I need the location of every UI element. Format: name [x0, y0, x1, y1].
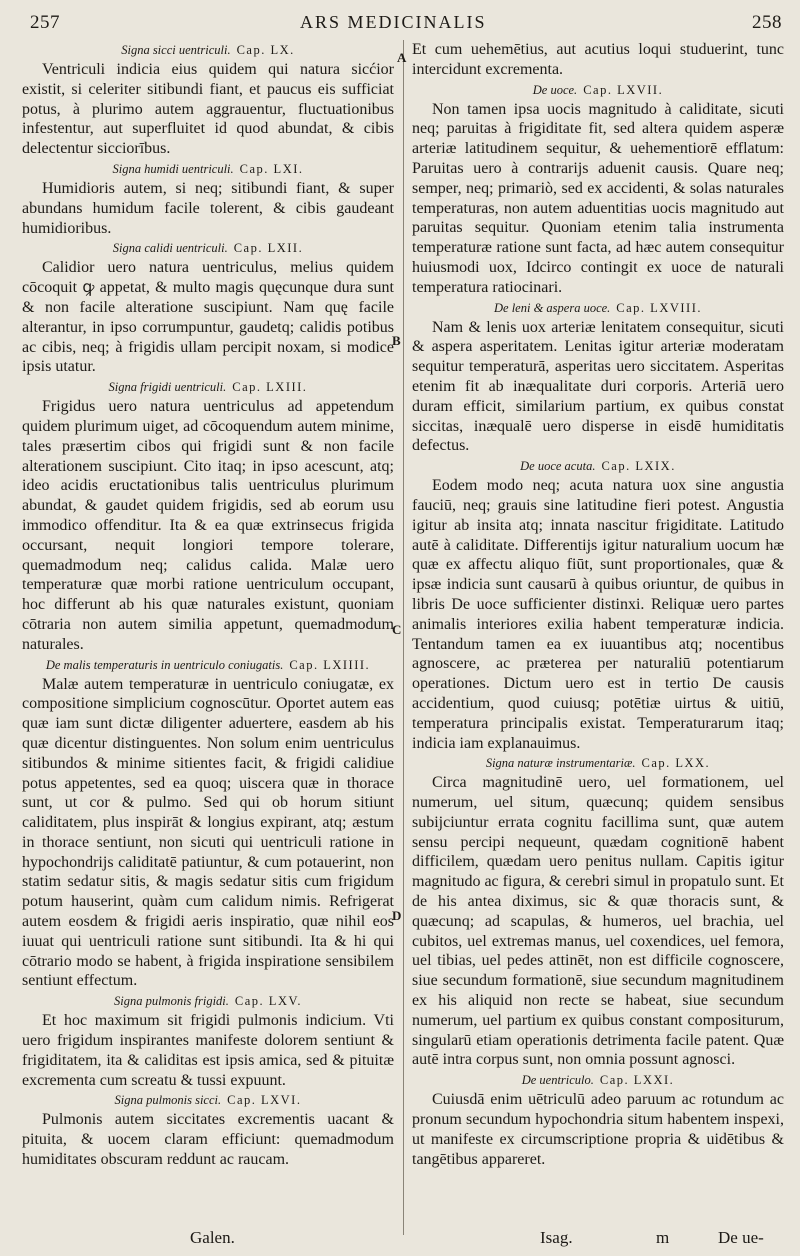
margin-letter-c: C [392, 622, 402, 637]
chapter-title: De uoce acuta. [520, 459, 596, 474]
chapter-title: Signa humidi uentriculi. [112, 161, 234, 176]
chapter-text: Circa magnitudinē uero, uel formationem, uel numerum, uel situm, quæcunq; quidem sensibus subijciuntur errata cognitu facillima sunt, quæ autem sensu percipi nequeunt, quædam cognitionē habent difficilem, quædam uero penitus nullam. Capitis igitur magnitudo ac figura, & cerebri simul in propatulo sunt. Et de his antea diximus, sic & quæ thoracis sunt, & quæcunq; ad scapulas, & humeros, uel brachia, uel cubitos, uel extremas manus, uel coxendices, uel femora, uel tibias, uel pedes attinēt, non est difficile cognoscere, siue secundum formationē, siue secundum magnitudinem ex his aliquid non recte se habeat, siue secundum numerum, uel partium ex quibus constant compositurum, singularū etiam operationis detrimenta facile patent. Quæ autē intra corpus sunt, non omnia possunt agnosci. [412, 774, 784, 1069]
chapter-text: Frigidus uero natura uentriculus ad appetendum quidem plurimum uiget, ad cōcoquendum autem minime, tales præsertim cibos qui frigidi sunt & non facile alterationem suscipiunt. Cito itaq; in ipso acescunt, atq; ideo acidis eructationibus talis uentriculus plurimum abundat, & gaudet quidem frigidis, sed ab eorum usu immodico offenditur. Ita & ea quæ extrinsecus frigida occursant, nequit longiori tempore tolerare, quemadmodum neq; calidus calida. Malæ uero temperaturæ quæ morbi ratione uentriculum occupant, hoc differunt ab his quæ naturales existunt, quoniam cōtraria non autem similia appetunt, quemadmodum naturales. [22, 398, 394, 653]
chapter-text: Eodem modo neq; acuta natura uox sine angustia fauciū, neq; grauis sine latitudine fieri potest. Angustia igitur ab insita atq; innata nascitur frigiditate. Latitudo autē à caliditate. Differentijs igitur naturalium uocum hæ quæ ex affectu aliquo fiūt, sunt proportionales, quæ & ipsæ indicia sunt causarū à quibus oriuntur, de quibus in libris De uoce sufficienter distinxi. Reliquæ uero partes animalis interiores exilia habent temperaturæ indicia. Tentandum tamen ea ex iuuantibus atq; nocentibus agnoscere, ac præterea per naturaliū potentiarum operationes. Dictum uero est in tertio De causis accidentium, quod cuiusq; potētiæ uirtus & uitiū, temperatura principalis existat. Temperaturarum itaq; indicia iam explanauimus. [412, 477, 784, 752]
chapter-number: Cap. LXVIII. [616, 300, 702, 315]
chapter-heading [412, 753, 784, 773]
chapter-text: Et hoc maximum sit frigidi pulmonis indicium. Vti uero frigidum inspirantes manifeste dolorem sentiunt & frigiditatem, ita & caliditas est ipsis amica, sed & pituitæ excrementa cum screatu & tussi expuunt. [22, 1012, 394, 1089]
chapter-section [412, 753, 784, 1070]
chapter-heading [22, 159, 394, 179]
chapter-text: Malæ autem temperaturæ in uentriculo coniugatæ, ex compositione simplicium cognoscūtur. Oportet autem eas quæ iam sunt dictæ diligenter aduertere, easdem ab his quæ dicentur distinguentes. Non solum enim uentriculus sitibundos & minime sitientes facit, & frigidi calidiue potus appetentes, sed ea quoq; uiscera quæ in thorace sunt, ut cor & pulmo. Sed qui ob horum sitiunt caliditatem, plus inspirāt & longius expirant, atq; æstum in thorace sentiunt, non sicuti qui uentriculi ratione in hypochondrijs caliditatē patiuntur, & cum potauerint, non statim sedatur sitis, & magis sedatur sitis cum frigidum potum hauserint, quàm cum calidum nimis. Refrigerat autem eosdem & frigidi aeris inspiratio, quæ nihil eos iuuat qui uentriculi ratione sunt sitibundi. Ita & hi qui cōtrario modo se habent, à frigida inspiratione sensibilem sentiunt effectum. [22, 675, 394, 990]
chapter-section [412, 298, 784, 457]
footer-gathering-letter: m [656, 1228, 670, 1247]
chapter-heading [412, 456, 784, 476]
chapter-title: Signa sicci uentriculi. [121, 43, 231, 57]
chapter-heading [22, 991, 394, 1011]
chapter-section [412, 80, 784, 298]
chapter-text: Calidior uero natura uentriculus, melius quidem cōcoquit ꝙ appetat, & multo magis quęcunque dura sunt & non facile alteratione suscipiunt. Nam quę facile alterantur, in ipso corrumpuntur, gaudetq; calidis potibus ac cibis, neq; à frigidis ullam percipit noxam, si modice ipsis utatur. [22, 259, 394, 376]
chapter-number: Cap. LXI. [239, 161, 304, 176]
chapter-title: De malis temperaturis in uentriculo coniugatis. [45, 657, 284, 672]
chapter-text: Cuiusdā enim uētriculū adeo paruum ac rotundum ac pronum secundum hypochondria situm habentem inspexi, ut manifeste ex circumscriptione propria & uidētibus & tangētibus appareret. [412, 1091, 784, 1168]
chapter-section [22, 655, 394, 992]
chapter-text: Non tamen ipsa uocis magnitudo à caliditate, sicuti neq; paruitas à frigiditate fit, sed altera quidem asperæ arteriæ latitudinem sequitur, & uehementiorē efflatum: Paruitas uero à contrarijs aduenit causis. Quare neq; semper, neq; primariò, sed ex accidenti, & solas naturales temperaturas, non autem aduentitias uocis magnitudo aut paruitas sequitur. Quoniam etenim talia instrumenta temperaturæ ratione sunt facta, ad hæc autem consequitur huiusmodi uox, Idcirco contingit ex uoce de naturali temperatura ratiocinari. [412, 100, 784, 296]
chapter-title: Signa pulmonis frigidi. [113, 994, 229, 1009]
footer-catchword: De ue- [718, 1228, 764, 1247]
chapter-text: Ventriculi indicia eius quidem qui natura sicćior existit, si celeriter sitibundi fiant, et paucus eis sufficiat potus, à plurimo autem aggrauentur, fluctuationibus infestentur, aut superfluitet id quod abundat, & cibis delectentur sicciorībus. [22, 61, 394, 158]
chapter-title: De uentriculo. [521, 1073, 594, 1088]
left-column [22, 40, 394, 1230]
chapter-number: Cap. LXIIII. [289, 657, 371, 672]
chapter-title: De uoce. [532, 82, 578, 97]
chapter-title: Signa naturæ instrumentariæ. [485, 756, 636, 771]
footer-author: Galen. [190, 1228, 235, 1247]
page-number-left: 257 [30, 12, 60, 33]
chapter-section [22, 377, 394, 654]
chapter-number: Cap. LX. [236, 43, 295, 57]
chapter-section [22, 40, 394, 159]
chapter-section [412, 1070, 784, 1169]
chapter-title: Signa pulmonis sicci. [114, 1093, 222, 1108]
chapter-number: Cap. LXIII. [232, 380, 308, 395]
chapter-number: Cap. LXX. [641, 756, 711, 771]
chapter-number: Cap. LXVII. [583, 82, 664, 97]
chapter-section [22, 991, 394, 1090]
running-title: ARS MEDICINALIS [300, 12, 487, 32]
footer-signature: Isag. [540, 1228, 573, 1247]
margin-letter-a: A [397, 50, 407, 65]
column-divider [403, 40, 404, 1235]
chapter-heading [22, 40, 394, 60]
page-header [0, 0, 800, 40]
chapter-title: De leni & aspera uoce. [494, 300, 611, 315]
chapter-number: Cap. LXXI. [599, 1073, 675, 1088]
chapter-heading [412, 298, 784, 318]
chapter-number: Cap. LXII. [233, 241, 304, 256]
chapter-section [22, 159, 394, 238]
chapter-title: Signa frigidi uentriculi. [108, 380, 227, 395]
chapter-heading [22, 238, 394, 258]
chapter-heading [412, 1070, 784, 1090]
chapter-text: Pulmonis autem siccitates excrementis uacant & pituita, & uocem claram efficiunt: quemadmodum humiditates obscuram reddunt ac raucam. [22, 1111, 394, 1169]
right-column [412, 40, 784, 1230]
page-footer [0, 1222, 800, 1252]
chapter-heading [22, 377, 394, 397]
margin-letter-d: D [392, 908, 402, 923]
margin-letter-b: B [392, 333, 401, 348]
chapter-heading [412, 80, 784, 100]
chapter-heading [22, 655, 394, 675]
chapter-title: Signa calidi uentriculi. [112, 241, 228, 256]
chapter-text: Et cum uehemētius, aut acutius loqui studuerint, tunc intercidunt excrementa. [412, 41, 784, 78]
chapter-section [22, 238, 394, 377]
chapter-number: Cap. LXIX. [601, 459, 676, 474]
chapter-text: Nam & lenis uox arteriæ lenitatem consequitur, sicuti & aspera asperitatem. Lenitas igitur arteriæ moderatam sequitur temperaturā, asperitas uero siccitatem. Asperitas etenim fit ab inæqualitate duri corporis. Arteriā uero duram efficit, similarium partium, ex quibus constat siccitas, inæqualē uero disperse in eisdē humiditatis defectus. [412, 318, 784, 455]
chapter-text: Humidioris autem, si neq; sitibundi fiant, & super abundans humidum facile tolerent, & cibis gaudeant humidioribus. [22, 179, 394, 237]
chapter-section [22, 1090, 394, 1169]
chapter-number: Cap. LXV. [234, 994, 303, 1009]
chapter-heading [22, 1090, 394, 1110]
chapter-section [412, 40, 784, 80]
chapter-number: Cap. LXVI. [227, 1093, 302, 1108]
page-number-right: 258 [752, 12, 782, 33]
chapter-section [412, 456, 784, 753]
